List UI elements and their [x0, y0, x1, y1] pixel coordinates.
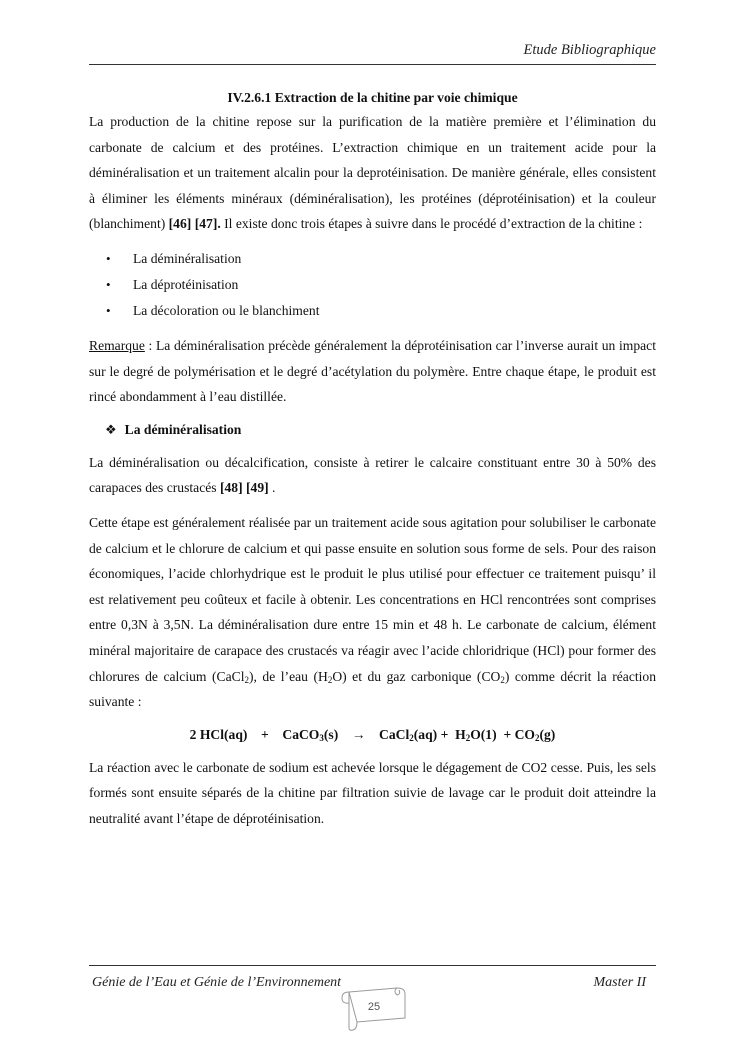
list-item	[89, 246, 656, 272]
eq-part: CaCO	[282, 726, 320, 742]
running-header: Etude Bibliographique	[523, 42, 656, 58]
eq-part: (aq)	[413, 726, 438, 742]
eq-part: CaCl	[379, 726, 410, 742]
eq-plus: +	[261, 726, 269, 742]
remark-label: Remarque	[89, 337, 145, 353]
reaction-end-paragraph: La réaction avec le carbonate de sodium est achevée lorsque le dégagement de CO2 cesse. Puis, les sels formés sont ensuite séparés de la chitine par filtration suivie de lavage car le produit doit atteindre la neutralité avant l’étape de déprotéinisation.	[89, 759, 656, 826]
bullet-icon: •	[106, 250, 111, 266]
eq-reactant-caco3	[282, 727, 338, 742]
decalcification-paragraph	[89, 450, 656, 501]
list-item-label: La déminéralisation	[133, 250, 242, 266]
decalcification-citation: [48] [49]	[219, 480, 269, 496]
page-body	[89, 87, 656, 831]
reaction-equation	[89, 722, 656, 748]
eq-part: (s)	[323, 726, 339, 742]
acid-text-4: ) comme décrit la réaction suivante :	[89, 668, 656, 710]
page-number: 25	[367, 1001, 381, 1013]
footer-department: Génie de l’Eau et Génie de l’Environnement	[92, 975, 342, 990]
acid-treatment-paragraph	[89, 510, 656, 715]
subscript: 2	[409, 732, 414, 743]
eq-product-co2	[515, 727, 556, 742]
footer-degree: Master II	[593, 975, 646, 990]
intro-citation: [46] [47].	[168, 216, 221, 232]
extraction-steps-list	[89, 246, 656, 324]
subscript: 2	[244, 674, 249, 685]
demineralisation-heading	[89, 417, 656, 443]
subscript: 2	[500, 674, 505, 685]
subscript: 3	[319, 732, 324, 743]
eq-product-h2o	[455, 727, 497, 742]
diamond-bullet-icon: ❖	[105, 421, 117, 437]
subscript: 2	[327, 674, 333, 685]
header-rule	[89, 64, 656, 65]
list-item	[89, 298, 656, 324]
subheading-label: La déminéralisation	[124, 421, 242, 437]
eq-reactant-hcl: 2 HCl(aq)	[189, 726, 248, 742]
intro-text: La production de la chitine repose sur la purification de la matière première et l’élimination du carbonate de calcium et des protéines. L’extraction chimique en un traitement acide pour la déminéralisation et un traitement alcalin pour la deprotéinisation. De manière générale, elles consistent à éliminer les éléments minéraux (déminéralisation), les protéines (déprotéinisation) et la couleur (blanchiment)	[89, 114, 656, 232]
decalcification-end: .	[268, 480, 276, 496]
eq-part: (g)	[539, 726, 556, 742]
list-item-label: La déprotéinisation	[133, 276, 239, 292]
section-heading: IV.2.6.1 Extraction de la chitine par voie chimique	[227, 90, 518, 105]
subscript: 2	[534, 732, 540, 743]
list-item	[89, 272, 656, 298]
acid-text-1: Cette étape est généralement réalisée par un traitement acide sous agitation pour solubiliser le carbonate de calcium et le chlorure de calcium et qui passe ensuite en solution sous forme de sels. Pour des raison économiques, l’acide chlorhydrique est le produit le plus utilisé pour effectuer ce traitement puisqu’ il est relativement peu coûteux et facile à obtenir. Les concentrations en HCl rencontrées sont comprises entre 0,3N à 3,5N. La déminéralisation dure entre 15 min et 48 h. Le carbonate de calcium, élément minéral majoritaire de carapace des crustacés va réagir avec l’acide chloridrique (HCl) pour former des chlorures de calcium (CaCl	[89, 514, 656, 684]
eq-plus: +	[503, 726, 512, 742]
intro-paragraph	[89, 109, 656, 237]
remark-paragraph	[89, 333, 656, 410]
acid-text-2: ), de l’eau (H	[248, 668, 328, 684]
eq-part: H	[455, 726, 466, 742]
bullet-icon: •	[106, 302, 111, 318]
decalcification-text: La déminéralisation ou décalcification, consiste à retirer le calcaire constituant entre 30 à 50% des carapaces des crustacés	[89, 454, 656, 496]
footer-rule	[89, 965, 656, 966]
remark-text: : La déminéralisation précède généralement la déprotéinisation car l’inverse aurait un impact sur le degré de polymérisation et le degré d’acétylation du polymère. Entre chaque étape, le produit est rincé abondamment à l’eau distillée.	[89, 337, 656, 405]
bullet-icon: •	[106, 276, 111, 292]
intro-text-end: Il existe donc trois étapes à suivre dans le procédé d’extraction de la chitine :	[220, 216, 643, 232]
eq-part: O(1)	[470, 726, 497, 742]
eq-part: CO	[514, 726, 535, 742]
eq-plus: +	[440, 726, 449, 742]
subscript: 2	[465, 732, 471, 743]
eq-arrow-icon: →	[351, 726, 366, 742]
list-item-label: La décoloration ou le blanchiment	[133, 302, 320, 318]
acid-text-3: O) et du gaz carbonique (CO	[332, 668, 501, 684]
eq-product-cacl2	[379, 727, 437, 742]
